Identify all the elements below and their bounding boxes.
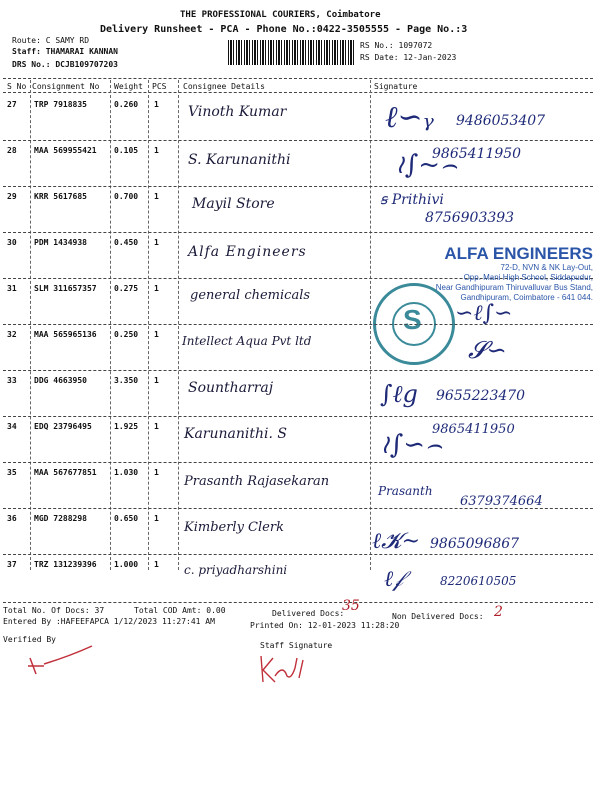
row-sno: 30 xyxy=(7,238,17,247)
row-signature: ꞩ Prithivi xyxy=(380,192,444,208)
rs-number: RS No.: 1097072 xyxy=(360,41,433,50)
row-phone: 9486053407 xyxy=(456,113,546,129)
row-sno: 31 xyxy=(7,284,17,293)
col-sno: S No xyxy=(7,82,27,91)
row-pcs: 1 xyxy=(154,146,159,155)
row-signature: 𝓢∽ xyxy=(468,336,507,364)
row-phone: 9655223470 xyxy=(436,388,526,404)
delivered-docs-label: Delivered Docs: xyxy=(272,609,345,618)
row-consignment: EDQ 23796495 xyxy=(34,422,92,431)
staff-signature-label: Staff Signature xyxy=(260,641,333,650)
row-phone: 9865411950 xyxy=(432,146,522,162)
row-consignee: Mayil Store xyxy=(192,196,275,212)
row-consignee: general chemicals xyxy=(190,288,311,303)
row-weight: 0.275 xyxy=(114,284,139,293)
row-signature: ℓ∽ᵧ xyxy=(385,100,434,135)
staff-signature xyxy=(255,650,315,690)
stamp-line: Opp. Mani High School, Siddapudur, xyxy=(463,273,593,282)
row-pcs: 1 xyxy=(154,468,159,477)
total-cod: Total COD Amt: 0.00 xyxy=(134,606,226,615)
row-phone: 8220610505 xyxy=(440,574,517,588)
row-consignee: Intellect Aqua Pvt ltd xyxy=(182,334,312,348)
delivered-docs-value: 35 xyxy=(342,598,360,614)
row-consignee: S. Karunanithi xyxy=(188,152,291,168)
row-signature: ∽ℓ∫∽ xyxy=(455,301,513,326)
row-consignee: Vinoth Kumar xyxy=(188,104,287,120)
stamp-line: Gandhipuram, Coimbatore - 641 044. xyxy=(460,293,593,302)
runsheet-title: Delivery Runsheet - PCA - Phone No.:0422-3505555 - Page No.:3 xyxy=(100,24,468,35)
col-weight: Weight xyxy=(114,82,143,91)
row-weight: 0.650 xyxy=(114,514,139,523)
row-consignment: KRR 5617685 xyxy=(34,192,87,201)
row-weight: 0.260 xyxy=(114,100,139,109)
row-sno: 36 xyxy=(7,514,17,523)
row-weight: 1.030 xyxy=(114,468,139,477)
verified-signature xyxy=(20,640,100,680)
row-signature: ℓ𝓚~ xyxy=(372,529,421,554)
row-consignment: MAA 567677851 xyxy=(34,468,97,477)
row-weight: 0.700 xyxy=(114,192,139,201)
row-phone: 6379374664 xyxy=(460,494,543,509)
staff-label: Staff: THAMARAI KANNAN xyxy=(12,47,118,56)
row-consignee: Alfa Engineers xyxy=(188,244,307,260)
row-signature: ℓ𝒻 xyxy=(384,567,403,592)
row-consignment: SLM 311657357 xyxy=(34,284,97,293)
row-signature: ∫ℓg xyxy=(380,380,418,408)
printed-on: Printed On: 12-01-2023 11:28:20 xyxy=(250,621,400,630)
row-consignment: PDM 1434938 xyxy=(34,238,87,247)
barcode xyxy=(228,40,354,65)
entered-by: Entered By :HAFEEFAPCA 1/12/2023 11:27:41 AM xyxy=(3,617,215,626)
row-weight: 0.250 xyxy=(114,330,139,339)
row-signature: ≀∫~⌢ xyxy=(395,150,458,180)
row-consignment: TRP 7918835 xyxy=(34,100,87,109)
row-weight: 1.925 xyxy=(114,422,139,431)
route-label: Route: C SAMY RD xyxy=(12,36,90,45)
row-consignment: TRZ 131239396 xyxy=(34,560,97,569)
row-sno: 28 xyxy=(7,146,17,155)
row-weight: 1.000 xyxy=(114,560,139,569)
row-consignee: Karunanithi. S xyxy=(184,426,287,442)
company-seal: S xyxy=(373,283,455,365)
row-phone: 9865096867 xyxy=(430,536,520,552)
row-sno: 32 xyxy=(7,330,17,339)
row-consignee: c. priyadharshini xyxy=(184,563,288,577)
rs-date: RS Date: 12-Jan-2023 xyxy=(360,53,457,62)
row-pcs: 1 xyxy=(154,284,159,293)
row-weight: 0.105 xyxy=(114,146,139,155)
drs-number: DRS No.: DCJB109707203 xyxy=(12,60,118,69)
row-consignment: MAA 565965136 xyxy=(34,330,97,339)
stamp-line: Near Gandhipuram Thiruvalluvar Bus Stand, xyxy=(435,283,593,292)
row-pcs: 1 xyxy=(154,514,159,523)
row-pcs: 1 xyxy=(154,376,159,385)
row-sno: 29 xyxy=(7,192,17,201)
row-sno: 34 xyxy=(7,422,17,431)
col-consignee: Consignee Details xyxy=(183,82,265,91)
non-delivered-docs-value: 2 xyxy=(494,604,503,620)
row-consignment: MAA 569955421 xyxy=(34,146,97,155)
verified-by-label: Verified By xyxy=(3,635,56,644)
row-sno: 33 xyxy=(7,376,17,385)
row-pcs: 1 xyxy=(154,192,159,201)
col-pcs: PCS xyxy=(152,82,167,91)
row-pcs: 1 xyxy=(154,330,159,339)
row-consignment: MGD 7288298 xyxy=(34,514,87,523)
col-signature: Signature xyxy=(374,82,418,91)
row-weight: 0.450 xyxy=(114,238,139,247)
row-pcs: 1 xyxy=(154,100,159,109)
stamp-line: 72-D, NVN & NK Lay-Out, xyxy=(500,263,593,272)
non-delivered-docs-label: Non Delivered Docs: xyxy=(392,612,484,621)
row-sno: 35 xyxy=(7,468,17,477)
row-signature: ≀∫∽⌢ xyxy=(380,430,443,460)
row-phone: 9865411950 xyxy=(432,422,515,437)
row-sno: 37 xyxy=(7,560,17,569)
col-consignment: Consignment No xyxy=(32,82,100,91)
stamp-name: ALFA ENGINEERS xyxy=(444,244,593,263)
row-consignee: Sountharraj xyxy=(188,380,274,396)
row-pcs: 1 xyxy=(154,238,159,247)
row-consignment: DDG 4663950 xyxy=(34,376,87,385)
row-weight: 3.350 xyxy=(114,376,139,385)
row-signature: Prasanth xyxy=(378,484,433,498)
row-consignee: Prasanth Rajasekaran xyxy=(184,474,330,489)
total-docs: Total No. Of Docs: 37 xyxy=(3,606,105,615)
company-name: THE PROFESSIONAL COURIERS, Coimbatore xyxy=(180,10,381,20)
row-consignee: Kimberly Clerk xyxy=(184,520,284,535)
row-phone: 8756903393 xyxy=(425,210,515,226)
row-pcs: 1 xyxy=(154,422,159,431)
row-sno: 27 xyxy=(7,100,17,109)
row-pcs: 1 xyxy=(154,560,159,569)
